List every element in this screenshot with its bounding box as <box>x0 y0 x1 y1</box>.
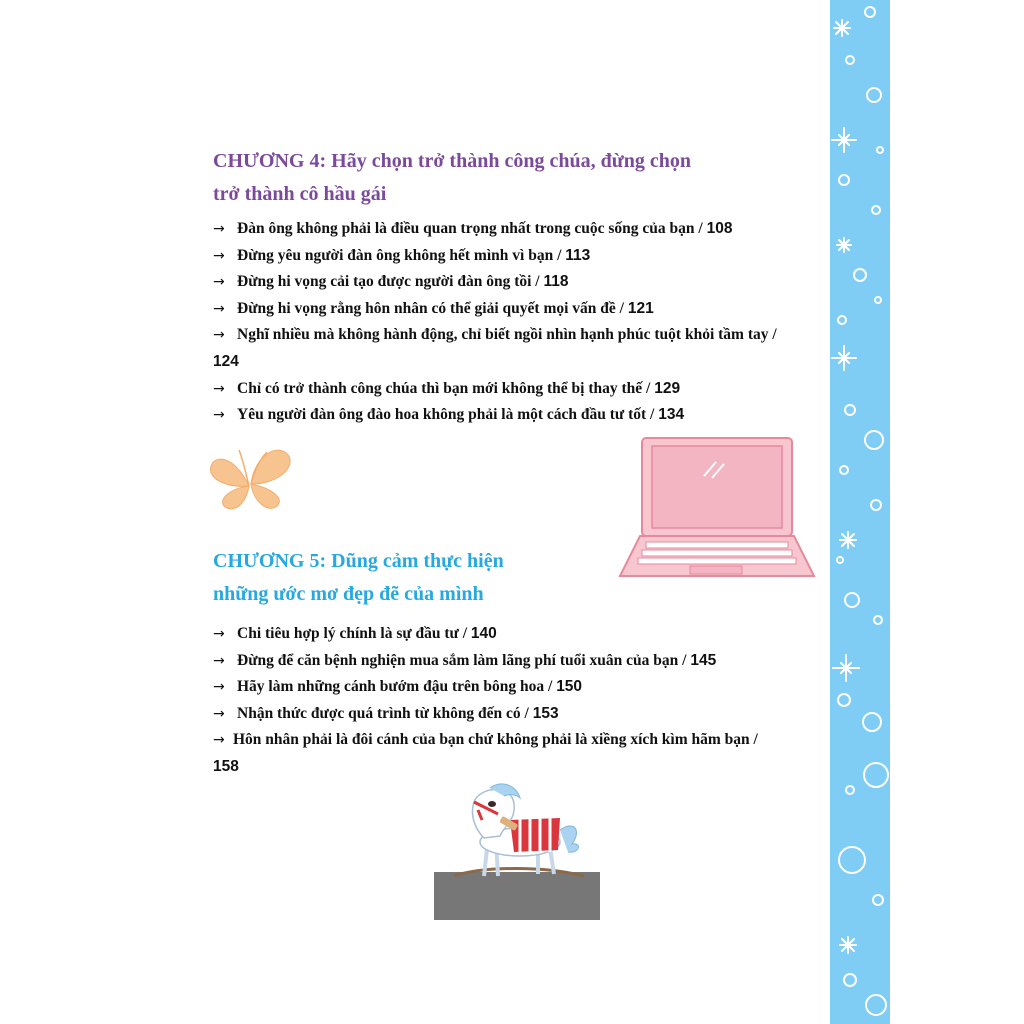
toc-entry <box>213 376 813 403</box>
arrow-right-icon: → <box>213 626 225 642</box>
toc-entry-title: Hôn nhân phải là đôi cánh của bạn chứ không phải là xiềng xích kìm hãm bạn / <box>233 731 758 749</box>
toc-entry-title: Nghĩ nhiều mà không hành động, chỉ biết ngồi nhìn hạnh phúc tuột khỏi tầm tay / <box>237 326 777 344</box>
toc-page-number: 158 <box>213 757 239 775</box>
toc-page-number: 134 <box>658 406 685 424</box>
toc-entry <box>213 648 773 675</box>
toc-entry <box>213 674 773 701</box>
toc-entry <box>213 621 773 648</box>
chapter-4-title-line1: CHƯƠNG 4: Hãy chọn trở thành công chúa, đừng chọn <box>213 150 691 172</box>
arrow-right-icon: → <box>213 300 225 317</box>
arrow-right-icon: → <box>213 407 225 424</box>
toc-page-number: 108 <box>706 220 733 237</box>
toc-entry-title: Đừng để căn bệnh nghiện mua sắm làm lãng phí tuổi xuân của bạn / <box>237 651 691 669</box>
toc-entry-title: Đàn ông không phải là điều quan trọng nhất trong cuộc sống của bạn / <box>237 220 707 237</box>
toc-entry <box>213 243 813 270</box>
toc-entry <box>213 322 778 375</box>
chapter-5-title-line1: CHƯƠNG 5: Dũng cảm thực hiện <box>213 550 504 572</box>
toc-entry <box>213 727 778 780</box>
toc-page-number: 150 <box>556 678 583 696</box>
toc-entry-title: Nhận thức được quá trình từ không đến có / <box>237 704 533 722</box>
laptop-illustration-icon <box>612 432 818 582</box>
toc-page-number: 113 <box>565 246 591 264</box>
toc-page-number: 140 <box>470 625 497 642</box>
arrow-right-icon: → <box>213 380 225 397</box>
toc-entry <box>213 701 773 728</box>
rocking-horse-illustration-icon <box>434 780 602 922</box>
toc-page-number: 153 <box>532 704 559 722</box>
toc-page-number: 145 <box>690 651 717 669</box>
toc-entry-title: Đừng yêu người đàn ông không hết mình vì bạn / <box>237 246 566 264</box>
arrow-right-icon: → <box>213 247 225 264</box>
toc-entry-title: Hãy làm những cánh bướm đậu trên bông hoa / <box>237 678 557 696</box>
chapter-5-title <box>213 545 573 611</box>
toc-entry-title: Đừng hi vọng cải tạo được người đàn ông tồi / <box>237 273 544 291</box>
arrow-right-icon: → <box>213 652 225 669</box>
toc-entry <box>213 269 813 296</box>
chapter-4-contents <box>213 216 813 429</box>
arrow-right-icon: → <box>213 732 225 749</box>
toc-page-number: 121 <box>627 299 654 317</box>
arrow-right-icon: → <box>213 679 225 696</box>
toc-entry-title: Đừng hi vọng rằng hôn nhân có thể giải quyết mọi vấn đề / <box>237 299 628 317</box>
toc-entry <box>213 402 813 429</box>
toc-page-number: 118 <box>543 273 569 291</box>
chapter-4-title <box>213 145 753 211</box>
arrow-right-icon: → <box>213 705 225 722</box>
butterfly-illustration-icon <box>205 436 295 512</box>
toc-entry-title: Chỉ có trở thành công chúa thì bạn mới không thể bị thay thế / <box>237 379 655 397</box>
chapter-5-title-line2: những ước mơ đẹp đẽ của mình <box>213 583 484 605</box>
toc-entry <box>213 296 813 323</box>
chapter-4-title-line2: trở thành cô hầu gái <box>213 183 387 205</box>
arrow-right-icon: → <box>213 274 225 291</box>
bubble-pattern-icon <box>830 0 890 1024</box>
decorative-side-strip <box>830 0 890 1024</box>
arrow-right-icon: → <box>213 327 225 344</box>
arrow-right-icon: → <box>213 221 225 237</box>
toc-entry-title: Yêu người đàn ông đào hoa không phải là một cách đầu tư tốt / <box>237 406 659 424</box>
toc-entry-title: Chi tiêu hợp lý chính là sự đầu tư / <box>237 625 471 642</box>
toc-page-number: 129 <box>654 379 681 397</box>
toc-page-number: 124 <box>213 352 239 370</box>
chapter-5-contents <box>213 621 773 781</box>
toc-entry <box>213 216 813 243</box>
